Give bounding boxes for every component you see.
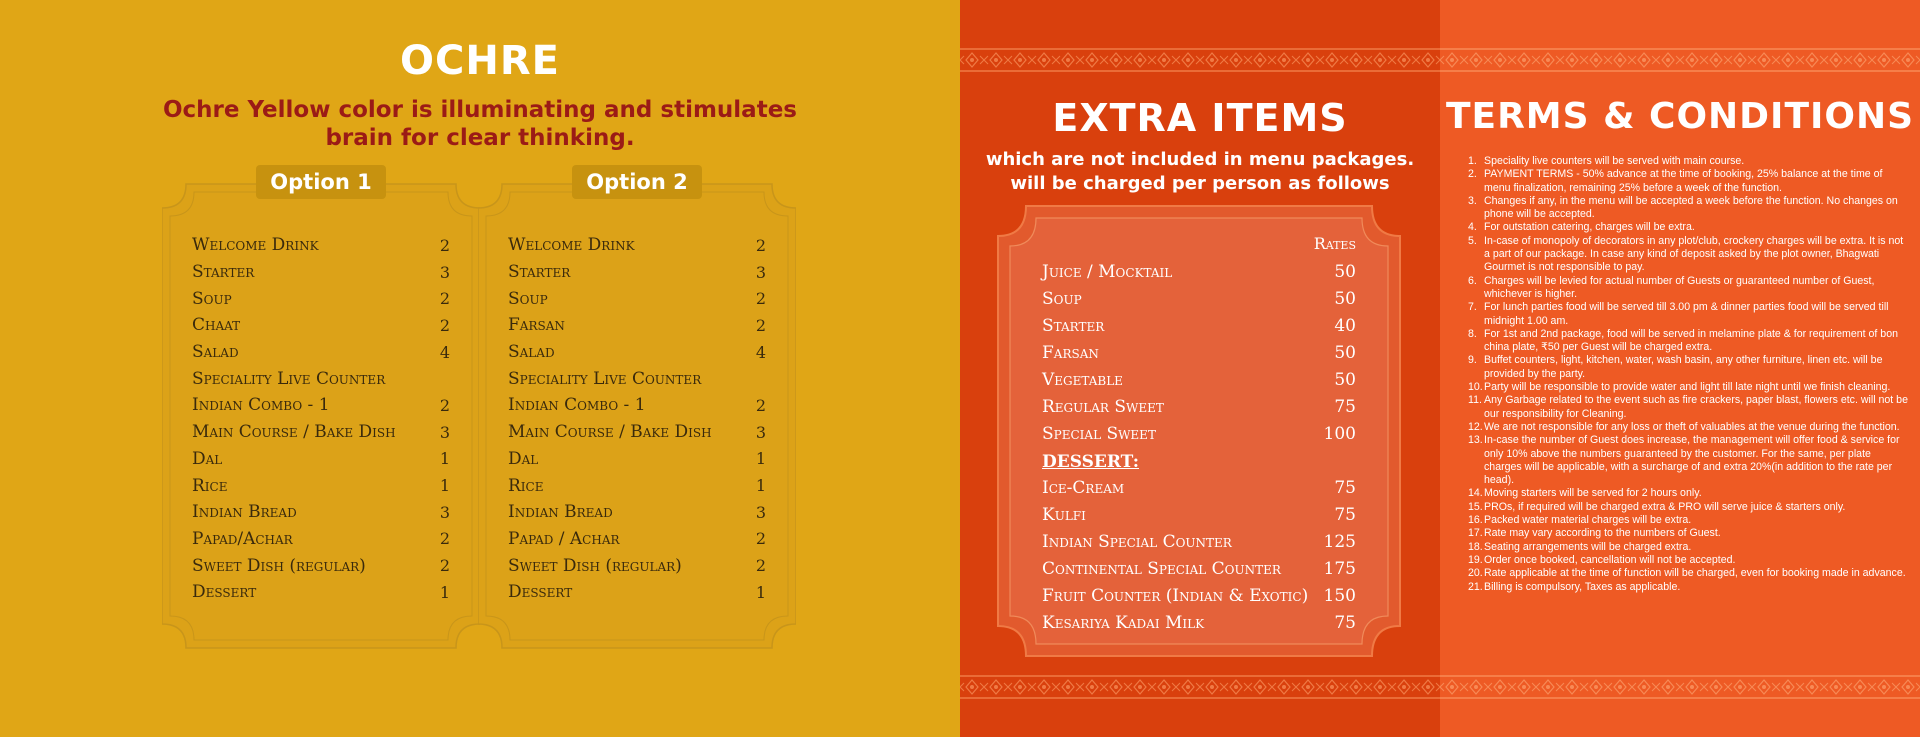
list-item bbox=[508, 579, 766, 606]
list-item bbox=[508, 472, 766, 499]
list-item bbox=[508, 526, 766, 553]
term-number: 6. bbox=[1468, 274, 1477, 287]
item-name: Main Course / Bake Dish bbox=[508, 422, 712, 443]
term-number: 17. bbox=[1468, 527, 1483, 540]
item-name: Dal bbox=[508, 448, 539, 469]
list-item bbox=[1468, 421, 1908, 434]
item-name: Soup bbox=[508, 288, 548, 309]
item-name: Sweet Dish (regular) bbox=[192, 555, 366, 576]
list-item bbox=[192, 392, 450, 419]
list-item bbox=[192, 499, 450, 526]
list-item bbox=[1468, 541, 1908, 554]
extra-items-title: EXTRA ITEMS bbox=[1052, 96, 1348, 140]
option-1-card bbox=[162, 170, 480, 650]
term-text: In-case the number of Guest does increase, the management will offer food & service for only 10% above the numbers guaranteed by the customer. For the same, per plate charges will be applicable, with a surcharge of and extra 20%(in addition to the rate per head). bbox=[1484, 434, 1900, 487]
item-qty: 2 bbox=[439, 395, 450, 415]
item-qty: 2 bbox=[439, 289, 450, 309]
item-name: Ice-Cream bbox=[1042, 477, 1125, 498]
item-name: Dessert bbox=[508, 582, 573, 603]
list-item bbox=[1468, 275, 1908, 302]
list-item bbox=[1468, 168, 1908, 195]
term-number: 11. bbox=[1468, 394, 1482, 407]
extra-items-panel bbox=[960, 0, 1440, 737]
item-name: Indian Bread bbox=[192, 502, 297, 523]
item-rate: 50 bbox=[1334, 288, 1356, 309]
term-number: 10. bbox=[1468, 381, 1483, 394]
item-name: Welcome Drink bbox=[192, 235, 319, 256]
list-item bbox=[1042, 393, 1356, 420]
list-item bbox=[1468, 235, 1908, 275]
item-qty: 3 bbox=[439, 422, 450, 442]
rate-card bbox=[996, 204, 1402, 658]
item-name: Regular Sweet bbox=[1042, 396, 1164, 417]
item-name: Farsan bbox=[1042, 342, 1099, 363]
list-item bbox=[1042, 366, 1356, 393]
ornamental-border-bottom bbox=[1440, 672, 1920, 702]
list-item bbox=[508, 232, 766, 259]
list-item bbox=[508, 285, 766, 312]
item-name: Continental Special Counter bbox=[1042, 558, 1281, 579]
item-rate: 50 bbox=[1334, 342, 1356, 363]
item-qty: 1 bbox=[755, 582, 766, 602]
term-text: We are not responsible for any loss or theft of valuables at the venue during the function. bbox=[1484, 420, 1900, 433]
term-text: Any Garbage related to the event such as fire crackers, paper blast, flowers etc. will not be our responsibility for Cleaning. bbox=[1484, 394, 1908, 420]
item-name: Vegetable bbox=[1042, 369, 1123, 390]
list-item bbox=[1042, 339, 1356, 366]
list-item bbox=[1468, 581, 1908, 594]
item-name: Indian Combo - 1 bbox=[508, 395, 646, 416]
item-qty: 2 bbox=[439, 235, 450, 255]
item-name: Salad bbox=[508, 342, 555, 363]
item-qty: 4 bbox=[755, 342, 766, 362]
item-name: Starter bbox=[192, 262, 255, 283]
term-text: For lunch parties food will be served till 3.00 pm & dinner parties food will be served till midnight 1.00 am. bbox=[1484, 301, 1889, 327]
item-qty: 2 bbox=[439, 556, 450, 576]
term-number: 7. bbox=[1468, 301, 1477, 314]
item-qty: 3 bbox=[439, 502, 450, 522]
item-rate: 175 bbox=[1323, 558, 1356, 579]
item-name: Juice / Mocktail bbox=[1042, 261, 1173, 282]
item-rate: 75 bbox=[1334, 504, 1356, 525]
term-number: 14. bbox=[1468, 487, 1483, 500]
item-rate: 150 bbox=[1323, 585, 1356, 606]
item-name: Special Sweet bbox=[1042, 423, 1156, 444]
list-item bbox=[192, 312, 450, 339]
list-item bbox=[508, 499, 766, 526]
term-text: Speciality live counters will be served with main course. bbox=[1484, 155, 1745, 167]
list-item bbox=[192, 472, 450, 499]
dessert-heading: DESSERT: bbox=[1042, 452, 1139, 472]
item-rate: 125 bbox=[1323, 531, 1356, 552]
list-item bbox=[508, 552, 766, 579]
list-item bbox=[508, 446, 766, 473]
extra-subtitle-line-2: will be charged per person as follows bbox=[1010, 173, 1390, 194]
item-name: Welcome Drink bbox=[508, 235, 635, 256]
item-qty: 1 bbox=[439, 449, 450, 469]
item-name: Indian Combo - 1 bbox=[192, 395, 330, 416]
item-name: Papad / Achar bbox=[508, 528, 620, 549]
term-number: 1. bbox=[1468, 155, 1477, 167]
item-rate: 50 bbox=[1334, 369, 1356, 390]
list-item bbox=[1042, 420, 1356, 447]
item-qty: 2 bbox=[755, 395, 766, 415]
list-item bbox=[1042, 582, 1356, 609]
list-item bbox=[1042, 609, 1356, 636]
list-item bbox=[508, 312, 766, 339]
term-text: Moving starters will be served for 2 hours only. bbox=[1484, 487, 1702, 500]
list-item bbox=[1468, 434, 1908, 487]
extra-items-subtitle bbox=[960, 148, 1440, 196]
list-item bbox=[1042, 528, 1356, 555]
list-item bbox=[192, 419, 450, 446]
list-item bbox=[1042, 474, 1356, 501]
list-item bbox=[192, 259, 450, 286]
term-number: 21. bbox=[1468, 580, 1483, 593]
item-qty: 1 bbox=[439, 476, 450, 496]
list-item bbox=[1468, 567, 1908, 580]
list-item bbox=[1468, 554, 1908, 567]
list-item bbox=[1468, 221, 1908, 234]
term-text: Buffet counters, light, kitchen, water, wash basin, any other furniture, linen etc. will be provided by the party. bbox=[1484, 354, 1883, 380]
extra-subtitle-line-1: which are not included in menu packages. bbox=[985, 149, 1415, 170]
list-item bbox=[1042, 258, 1356, 285]
item-rate: 100 bbox=[1323, 423, 1356, 444]
list-item bbox=[1468, 301, 1908, 328]
term-text: PROs, if required will be charged extra & PRO will serve juice & starters only. bbox=[1484, 500, 1846, 513]
terms-title: TERMS & CONDITIONS bbox=[1445, 96, 1915, 137]
term-text: Order once booked, cancellation will not be accepted. bbox=[1484, 553, 1736, 566]
list-item bbox=[1468, 394, 1908, 421]
item-name: Dal bbox=[192, 448, 223, 469]
list-item bbox=[1042, 501, 1356, 528]
item-qty: 2 bbox=[755, 529, 766, 549]
item-qty: 2 bbox=[755, 556, 766, 576]
list-item bbox=[192, 285, 450, 312]
ochre-subtitle-line-2: brain for clear thinking. bbox=[325, 125, 635, 151]
item-qty: 2 bbox=[755, 235, 766, 255]
item-rate: 75 bbox=[1334, 612, 1356, 633]
item-name: Starter bbox=[508, 262, 571, 283]
item-name: Starter bbox=[1042, 315, 1105, 336]
item-name: Chaat bbox=[192, 315, 241, 336]
terms-list bbox=[1468, 155, 1908, 594]
term-number: 13. bbox=[1468, 434, 1483, 447]
list-item bbox=[1042, 555, 1356, 582]
item-name: Rice bbox=[508, 475, 544, 496]
list-item bbox=[1468, 354, 1908, 381]
term-number: 5. bbox=[1468, 234, 1477, 247]
item-name: Speciality Live Counter bbox=[508, 368, 702, 389]
list-item bbox=[1468, 487, 1908, 500]
item-name: Salad bbox=[192, 342, 239, 363]
term-number: 2. bbox=[1468, 168, 1477, 181]
item-qty: 1 bbox=[755, 449, 766, 469]
item-name: Soup bbox=[1042, 288, 1082, 309]
ornamental-border-top bbox=[960, 45, 1440, 75]
list-item bbox=[1468, 195, 1908, 222]
item-rate: 40 bbox=[1334, 315, 1356, 336]
item-rate: 75 bbox=[1334, 396, 1356, 417]
term-text: In-case of monopoly of decorators in any plot/club, crockery charges will be extra. It is not a part of our package. In case any kind of deposit asked by the plot owner, Bhagwati Gourmet is not responsible to pay. bbox=[1484, 234, 1904, 274]
term-text: Charges will be levied for actual number of Guests or guaranteed number of Guest, whichever is higher. bbox=[1484, 274, 1875, 300]
list-item bbox=[192, 232, 450, 259]
item-name: Indian Bread bbox=[508, 502, 613, 523]
list-item bbox=[192, 365, 450, 392]
term-text: Packed water material charges will be extra. bbox=[1484, 514, 1692, 527]
item-qty: 3 bbox=[755, 502, 766, 522]
item-name: Main Course / Bake Dish bbox=[192, 422, 396, 443]
item-name: Speciality Live Counter bbox=[192, 368, 386, 389]
item-name: Papad/Achar bbox=[192, 528, 293, 549]
ochre-title: OCHRE bbox=[400, 38, 560, 84]
term-number: 15. bbox=[1468, 500, 1483, 513]
ochre-subtitle-line-1: Ochre Yellow color is illuminating and stimulates bbox=[163, 97, 797, 123]
option-1-label: Option 1 bbox=[256, 165, 386, 199]
list-item bbox=[1042, 285, 1356, 312]
term-text: For 1st and 2nd package, food will be served in melamine plate & for requirement of bon china plate, ₹50 per Guest will be charged extra. bbox=[1484, 327, 1898, 354]
list-item bbox=[1468, 381, 1908, 394]
item-qty: 3 bbox=[755, 422, 766, 442]
item-name: Rice bbox=[192, 475, 228, 496]
item-name: Indian Special Counter bbox=[1042, 531, 1232, 552]
item-qty: 1 bbox=[439, 582, 450, 602]
item-name: Kulfi bbox=[1042, 504, 1086, 525]
item-qty: 2 bbox=[439, 315, 450, 335]
terms-panel bbox=[1440, 0, 1920, 737]
item-qty: 1 bbox=[755, 476, 766, 496]
list-item bbox=[1468, 155, 1908, 168]
list-item bbox=[1468, 501, 1908, 514]
list-item bbox=[1468, 527, 1908, 540]
item-name: Soup bbox=[192, 288, 232, 309]
term-text: PAYMENT TERMS - 50% advance at the time of booking, 25% balance at the time of menu finalization, remaining 25% before a week of the function. bbox=[1484, 168, 1883, 194]
list-item bbox=[508, 339, 766, 366]
item-qty: 3 bbox=[439, 262, 450, 282]
item-qty: 3 bbox=[755, 262, 766, 282]
list-item bbox=[192, 526, 450, 553]
item-rate: 75 bbox=[1334, 477, 1356, 498]
ornamental-border-top bbox=[1440, 45, 1920, 75]
option-1-items bbox=[192, 232, 450, 606]
term-number: 12. bbox=[1468, 420, 1483, 433]
term-text: Rate applicable at the time of function will be charged, even for booking made in advance. bbox=[1484, 567, 1906, 580]
list-item bbox=[1042, 312, 1356, 339]
term-text: For outstation catering, charges will be extra. bbox=[1484, 221, 1695, 234]
term-number: 16. bbox=[1468, 514, 1483, 527]
rates-header: Rates bbox=[1313, 234, 1356, 253]
extra-items-list bbox=[1042, 258, 1356, 636]
term-text: Party will be responsible to provide water and light till late night until we finish cleaning. bbox=[1484, 381, 1891, 394]
ochre-subtitle bbox=[0, 96, 960, 152]
list-item bbox=[192, 579, 450, 606]
list-item bbox=[508, 392, 766, 419]
term-number: 9. bbox=[1468, 354, 1477, 367]
term-text: Changes if any, in the menu will be accepted a week before the function. No changes on phone will be accepted. bbox=[1484, 194, 1898, 221]
option-2-card bbox=[478, 170, 796, 650]
term-number: 4. bbox=[1468, 221, 1477, 234]
item-name: Fruit Counter (Indian & Exotic) bbox=[1042, 585, 1309, 606]
item-qty: 2 bbox=[755, 315, 766, 335]
list-item bbox=[1468, 328, 1908, 355]
item-name: Kesariya Kadai Milk bbox=[1042, 612, 1205, 633]
term-number: 20. bbox=[1468, 567, 1483, 580]
item-name: Dessert bbox=[192, 582, 257, 603]
list-item bbox=[192, 552, 450, 579]
item-qty: 4 bbox=[439, 342, 450, 362]
option-2-label: Option 2 bbox=[572, 165, 702, 199]
term-text: Rate may vary according to the numbers of Guest. bbox=[1484, 527, 1721, 540]
list-item bbox=[192, 339, 450, 366]
term-text: Billing is compulsory, Taxes as applicable. bbox=[1484, 580, 1681, 593]
option-2-items bbox=[508, 232, 766, 606]
ornamental-border-bottom bbox=[960, 672, 1440, 702]
item-rate: 50 bbox=[1334, 261, 1356, 282]
term-number: 8. bbox=[1468, 327, 1477, 340]
list-item bbox=[508, 419, 766, 446]
item-qty: 2 bbox=[755, 289, 766, 309]
term-number: 18. bbox=[1468, 540, 1483, 553]
item-qty: 2 bbox=[439, 529, 450, 549]
list-item bbox=[192, 446, 450, 473]
list-item bbox=[508, 365, 766, 392]
list-item bbox=[508, 259, 766, 286]
term-text: Seating arrangements will be charged extra. bbox=[1484, 540, 1692, 553]
term-number: 3. bbox=[1468, 194, 1477, 207]
item-name: Sweet Dish (regular) bbox=[508, 555, 682, 576]
list-item bbox=[1468, 514, 1908, 527]
item-name: Farsan bbox=[508, 315, 565, 336]
term-number: 19. bbox=[1468, 553, 1483, 566]
